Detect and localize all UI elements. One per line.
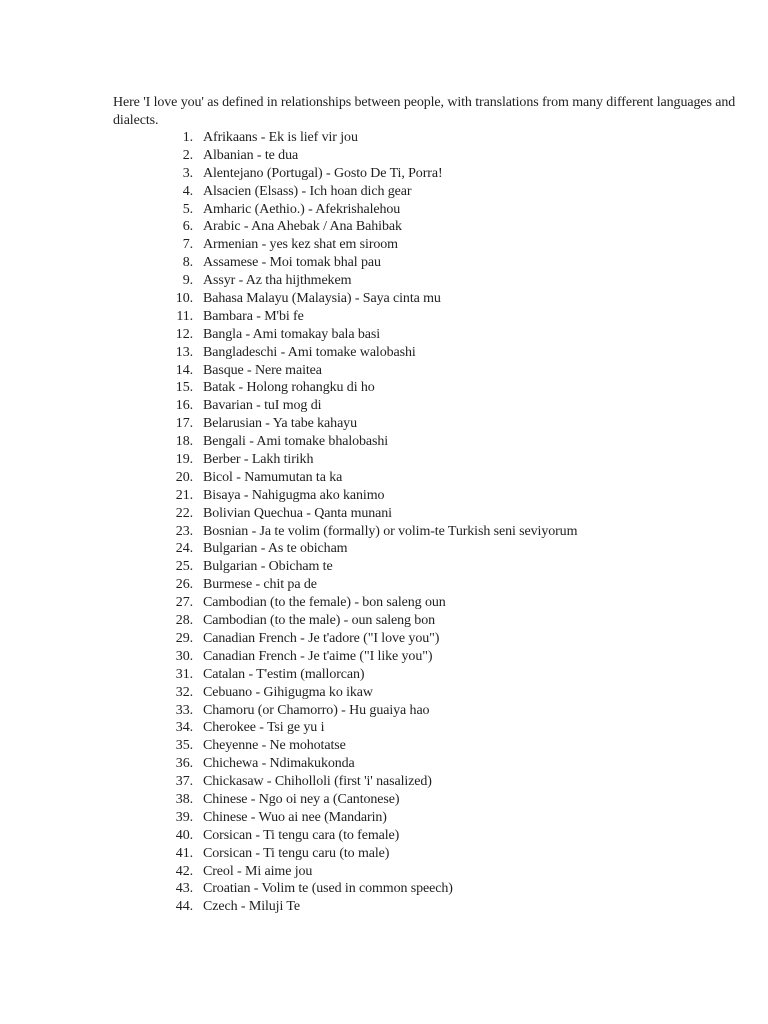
list-item-text: Corsican - Ti tengu cara (to female) xyxy=(203,827,400,843)
list-item-text: Chickasaw - Chiholloli (first 'i' nasalized) xyxy=(203,774,432,790)
list-item-text: Belarusian - Ya tabe kahayu xyxy=(203,416,357,432)
list-item-text: Armenian - yes kez shat em siroom xyxy=(203,237,398,253)
list-item-number: 10. xyxy=(175,291,193,307)
intro-paragraph: Here 'I love you' as defined in relationships between people, with translations from many different languages and dialects. xyxy=(113,95,736,128)
list-item-number: 41. xyxy=(175,845,193,861)
list-item xyxy=(0,880,768,898)
list-item xyxy=(0,379,768,397)
list-item-text: Chinese - Ngo oi ney a (Cantonese) xyxy=(203,791,400,807)
list-item xyxy=(0,827,768,845)
list-item-text: Bangladeschi - Ami tomake walobashi xyxy=(203,344,416,360)
list-item-number: 27. xyxy=(175,595,193,611)
list-item xyxy=(0,684,768,702)
list-item xyxy=(0,415,768,433)
list-item-text: Croatian - Volim te (used in common speech) xyxy=(203,881,453,897)
list-item-text: Cebuano - Gihigugma ko ikaw xyxy=(203,684,373,700)
list-item-text: Bicol - Namumutan ta ka xyxy=(203,469,343,485)
list-item-text: Assyr - Az tha hijthmekem xyxy=(203,273,352,289)
list-item-text: Bulgarian - Obicham te xyxy=(203,559,333,575)
list-item-number: 35. xyxy=(175,738,193,754)
list-item-number: 30. xyxy=(175,648,193,664)
list-item-number: 42. xyxy=(175,863,193,879)
list-item-text: Albanian - te dua xyxy=(203,147,299,163)
list-item xyxy=(0,630,768,648)
list-item-number: 19. xyxy=(175,452,193,468)
list-item-number: 4. xyxy=(182,183,193,199)
list-item-number: 44. xyxy=(175,899,193,915)
list-item xyxy=(0,558,768,576)
list-item-number: 2. xyxy=(182,147,193,163)
list-item-text: Cherokee - Tsi ge yu i xyxy=(203,720,325,736)
list-item xyxy=(0,737,768,755)
list-item-text: Creol - Mi aime jou xyxy=(203,863,313,879)
list-item-number: 6. xyxy=(182,219,193,235)
list-item-number: 40. xyxy=(175,827,193,843)
list-item-number: 32. xyxy=(175,684,193,700)
list-item-number: 11. xyxy=(176,308,193,324)
list-item-number: 13. xyxy=(175,344,193,360)
list-item-text: Bangla - Ami tomakay bala basi xyxy=(203,326,381,342)
list-item-number: 23. xyxy=(175,523,193,539)
list-item-number: 39. xyxy=(175,809,193,825)
list-item xyxy=(0,612,768,630)
list-item-text: Chamoru (or Chamorro) - Hu guaiya hao xyxy=(203,702,430,718)
list-item-text: Corsican - Ti tengu caru (to male) xyxy=(203,845,390,861)
list-item-text: Czech - Miluji Te xyxy=(203,899,300,915)
list-item xyxy=(0,344,768,362)
list-item-number: 9. xyxy=(182,273,193,289)
list-item xyxy=(0,129,768,147)
list-item xyxy=(0,183,768,201)
list-item-text: Basque - Nere maitea xyxy=(203,362,322,378)
list-item-number: 37. xyxy=(175,774,193,790)
list-item-text: Cheyenne - Ne mohotatse xyxy=(203,738,346,754)
list-item xyxy=(0,397,768,415)
list-item-number: 36. xyxy=(175,756,193,772)
list-item xyxy=(0,791,768,809)
list-item xyxy=(0,755,768,773)
list-item xyxy=(0,236,768,254)
list-item-number: 34. xyxy=(175,720,193,736)
list-item xyxy=(0,433,768,451)
list-item-number: 24. xyxy=(175,541,193,557)
list-item-text: Cambodian (to the male) - oun saleng bon xyxy=(203,613,435,629)
list-item xyxy=(0,165,768,183)
list-item-text: Alsacien (Elsass) - Ich hoan dich gear xyxy=(203,183,412,199)
list-item xyxy=(0,254,768,272)
list-item xyxy=(0,523,768,541)
list-item-number: 1. xyxy=(182,130,193,145)
list-item-text: Bulgarian - As te obicham xyxy=(203,541,348,557)
list-item-number: 29. xyxy=(175,630,193,646)
list-item-text: Alentejano (Portugal) - Gosto De Ti, Porra! xyxy=(203,165,443,181)
list-item-text: Bambara - M'bi fe xyxy=(203,308,304,324)
list-item xyxy=(0,898,768,916)
list-item-number: 8. xyxy=(182,255,193,271)
list-item-text: Canadian French - Je t'aime ("I like you") xyxy=(203,648,433,664)
list-item xyxy=(0,147,768,165)
list-item xyxy=(0,576,768,594)
list-item xyxy=(0,469,768,487)
list-item xyxy=(0,218,768,236)
list-item xyxy=(0,505,768,523)
list-item xyxy=(0,594,768,612)
list-item xyxy=(0,719,768,737)
list-item-text: Arabic - Ana Ahebak / Ana Bahibak xyxy=(203,219,402,235)
list-item-text: Afrikaans - Ek is lief vir jou xyxy=(203,130,358,145)
list-item-number: 17. xyxy=(175,416,193,432)
list-item xyxy=(0,201,768,219)
list-item-number: 38. xyxy=(175,791,193,807)
list-item-text: Chichewa - Ndimakukonda xyxy=(203,756,355,772)
list-item-number: 20. xyxy=(175,469,193,485)
list-item-number: 12. xyxy=(175,326,193,342)
list-item xyxy=(0,773,768,791)
list-item xyxy=(0,362,768,380)
list-item-number: 5. xyxy=(182,201,193,217)
list-item-text: Assamese - Moi tomak bhal pau xyxy=(203,255,381,271)
list-item-text: Bosnian - Ja te volim (formally) or volim-te Turkish seni seviyorum xyxy=(203,523,578,539)
list-item-number: 26. xyxy=(175,577,193,593)
list-item-number: 21. xyxy=(175,487,193,503)
list-item xyxy=(0,702,768,720)
list-item xyxy=(0,863,768,881)
translation-list xyxy=(0,129,768,916)
list-item xyxy=(0,487,768,505)
list-item xyxy=(0,272,768,290)
list-item-text: Bisaya - Nahigugma ako kanimo xyxy=(203,487,385,503)
list-item-number: 28. xyxy=(175,613,193,629)
list-item-text: Canadian French - Je t'adore ("I love you") xyxy=(203,630,440,646)
list-item xyxy=(0,540,768,558)
list-item xyxy=(0,648,768,666)
list-item-text: Amharic (Aethio.) - Afekrishalehou xyxy=(203,201,401,217)
list-item-number: 3. xyxy=(182,165,193,181)
list-item-number: 25. xyxy=(175,559,193,575)
list-item-number: 31. xyxy=(175,666,193,682)
list-item-text: Cambodian (to the female) - bon saleng oun xyxy=(203,595,446,611)
list-item xyxy=(0,666,768,684)
list-item-number: 16. xyxy=(175,398,193,414)
list-item-text: Catalan - T'estim (mallorcan) xyxy=(203,666,365,682)
list-item-number: 43. xyxy=(175,881,193,897)
list-item-number: 22. xyxy=(175,505,193,521)
list-item xyxy=(0,809,768,827)
list-item-number: 14. xyxy=(175,362,193,378)
list-item-text: Bengali - Ami tomake bhalobashi xyxy=(203,434,389,450)
list-item-number: 33. xyxy=(175,702,193,718)
list-item-text: Bahasa Malayu (Malaysia) - Saya cinta mu xyxy=(203,291,441,307)
list-item-number: 7. xyxy=(182,237,193,253)
list-item-text: Burmese - chit pa de xyxy=(203,577,317,593)
list-item-text: Bolivian Quechua - Qanta munani xyxy=(203,505,392,521)
list-item-text: Batak - Holong rohangku di ho xyxy=(203,380,375,396)
list-item xyxy=(0,290,768,308)
list-item xyxy=(0,326,768,344)
list-item-number: 18. xyxy=(175,434,193,450)
list-item-number: 15. xyxy=(175,380,193,396)
list-item-text: Berber - Lakh tirikh xyxy=(203,452,314,468)
list-item-text: Bavarian - tuI mog di xyxy=(203,398,322,414)
list-item xyxy=(0,845,768,863)
list-item-text: Chinese - Wuo ai nee (Mandarin) xyxy=(203,809,387,825)
list-item xyxy=(0,451,768,469)
list-item xyxy=(0,308,768,326)
